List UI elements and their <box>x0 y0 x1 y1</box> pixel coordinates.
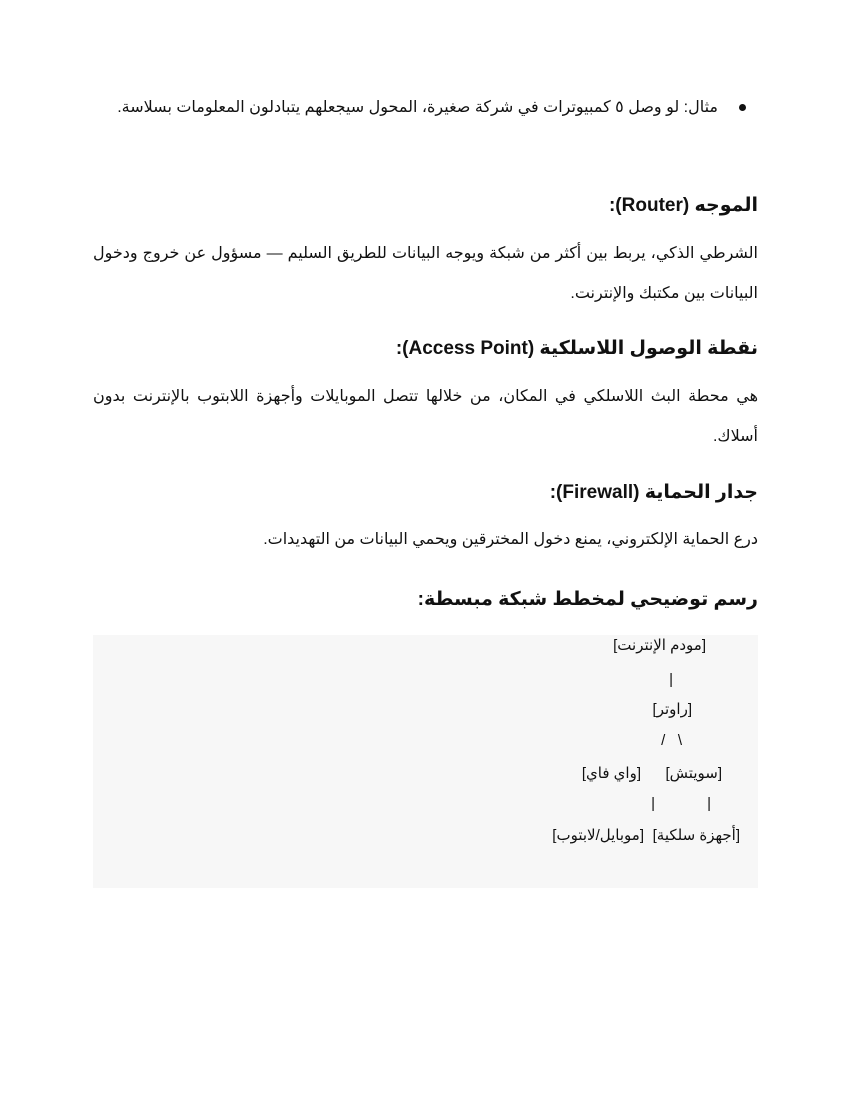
example-bullet-text: مثال: لو وصل ٥ كمبيوترات في شركة صغيرة، المحول سيجعلهم يتبادلون المعلومات بسلاسة. <box>117 99 718 116</box>
diagram-wifi: [واي فاي] <box>581 765 641 782</box>
network-diagram-block <box>93 635 758 888</box>
router-heading: الموجه (Router): <box>608 195 758 216</box>
diagram-branch: / \ <box>661 732 682 749</box>
router-description: الشرطي الذكي، يربط بين أكثر من شبكة ويوجه البيانات للطريق السليم — مسؤول عن خروج ودخول البيانات بين مكتبك والإنترنت. <box>93 245 758 302</box>
diagram-connector-switch: | <box>707 795 711 812</box>
firewall-heading: جدار الحماية (Firewall): <box>549 482 758 503</box>
access-point-heading: نقطة الوصول اللاسلكية (Access Point): <box>395 338 758 359</box>
access-point-description: هي محطة البث اللاسلكي في المكان، من خلالها تتصل الموبايلات وأجهزة اللابتوب بالإنترنت بدون أسلاك. <box>93 388 758 445</box>
diagram-mobile-laptop: [موبايل/لابتوب] <box>552 827 644 844</box>
example-bullet <box>93 88 758 128</box>
diagram-router: [راوتر] <box>652 701 692 718</box>
diagram-connector-modem-router: | <box>669 671 673 688</box>
diagram-modem: [مودم الإنترنت] <box>613 637 706 654</box>
diagram-heading: رسم توضيحي لمخطط شبكة مبسطة: <box>417 589 758 610</box>
diagram-connector-wifi: | <box>651 795 655 812</box>
firewall-description: درع الحماية الإلكتروني، يمنع دخول المخترقين ويحمي البيانات من التهديدات. <box>263 531 758 548</box>
bullet-dot-icon <box>739 104 746 111</box>
diagram-wired-devices: [أجهزة سلكية] <box>652 827 740 844</box>
diagram-switch: [سويتش] <box>665 765 722 782</box>
document-page <box>93 0 758 1100</box>
